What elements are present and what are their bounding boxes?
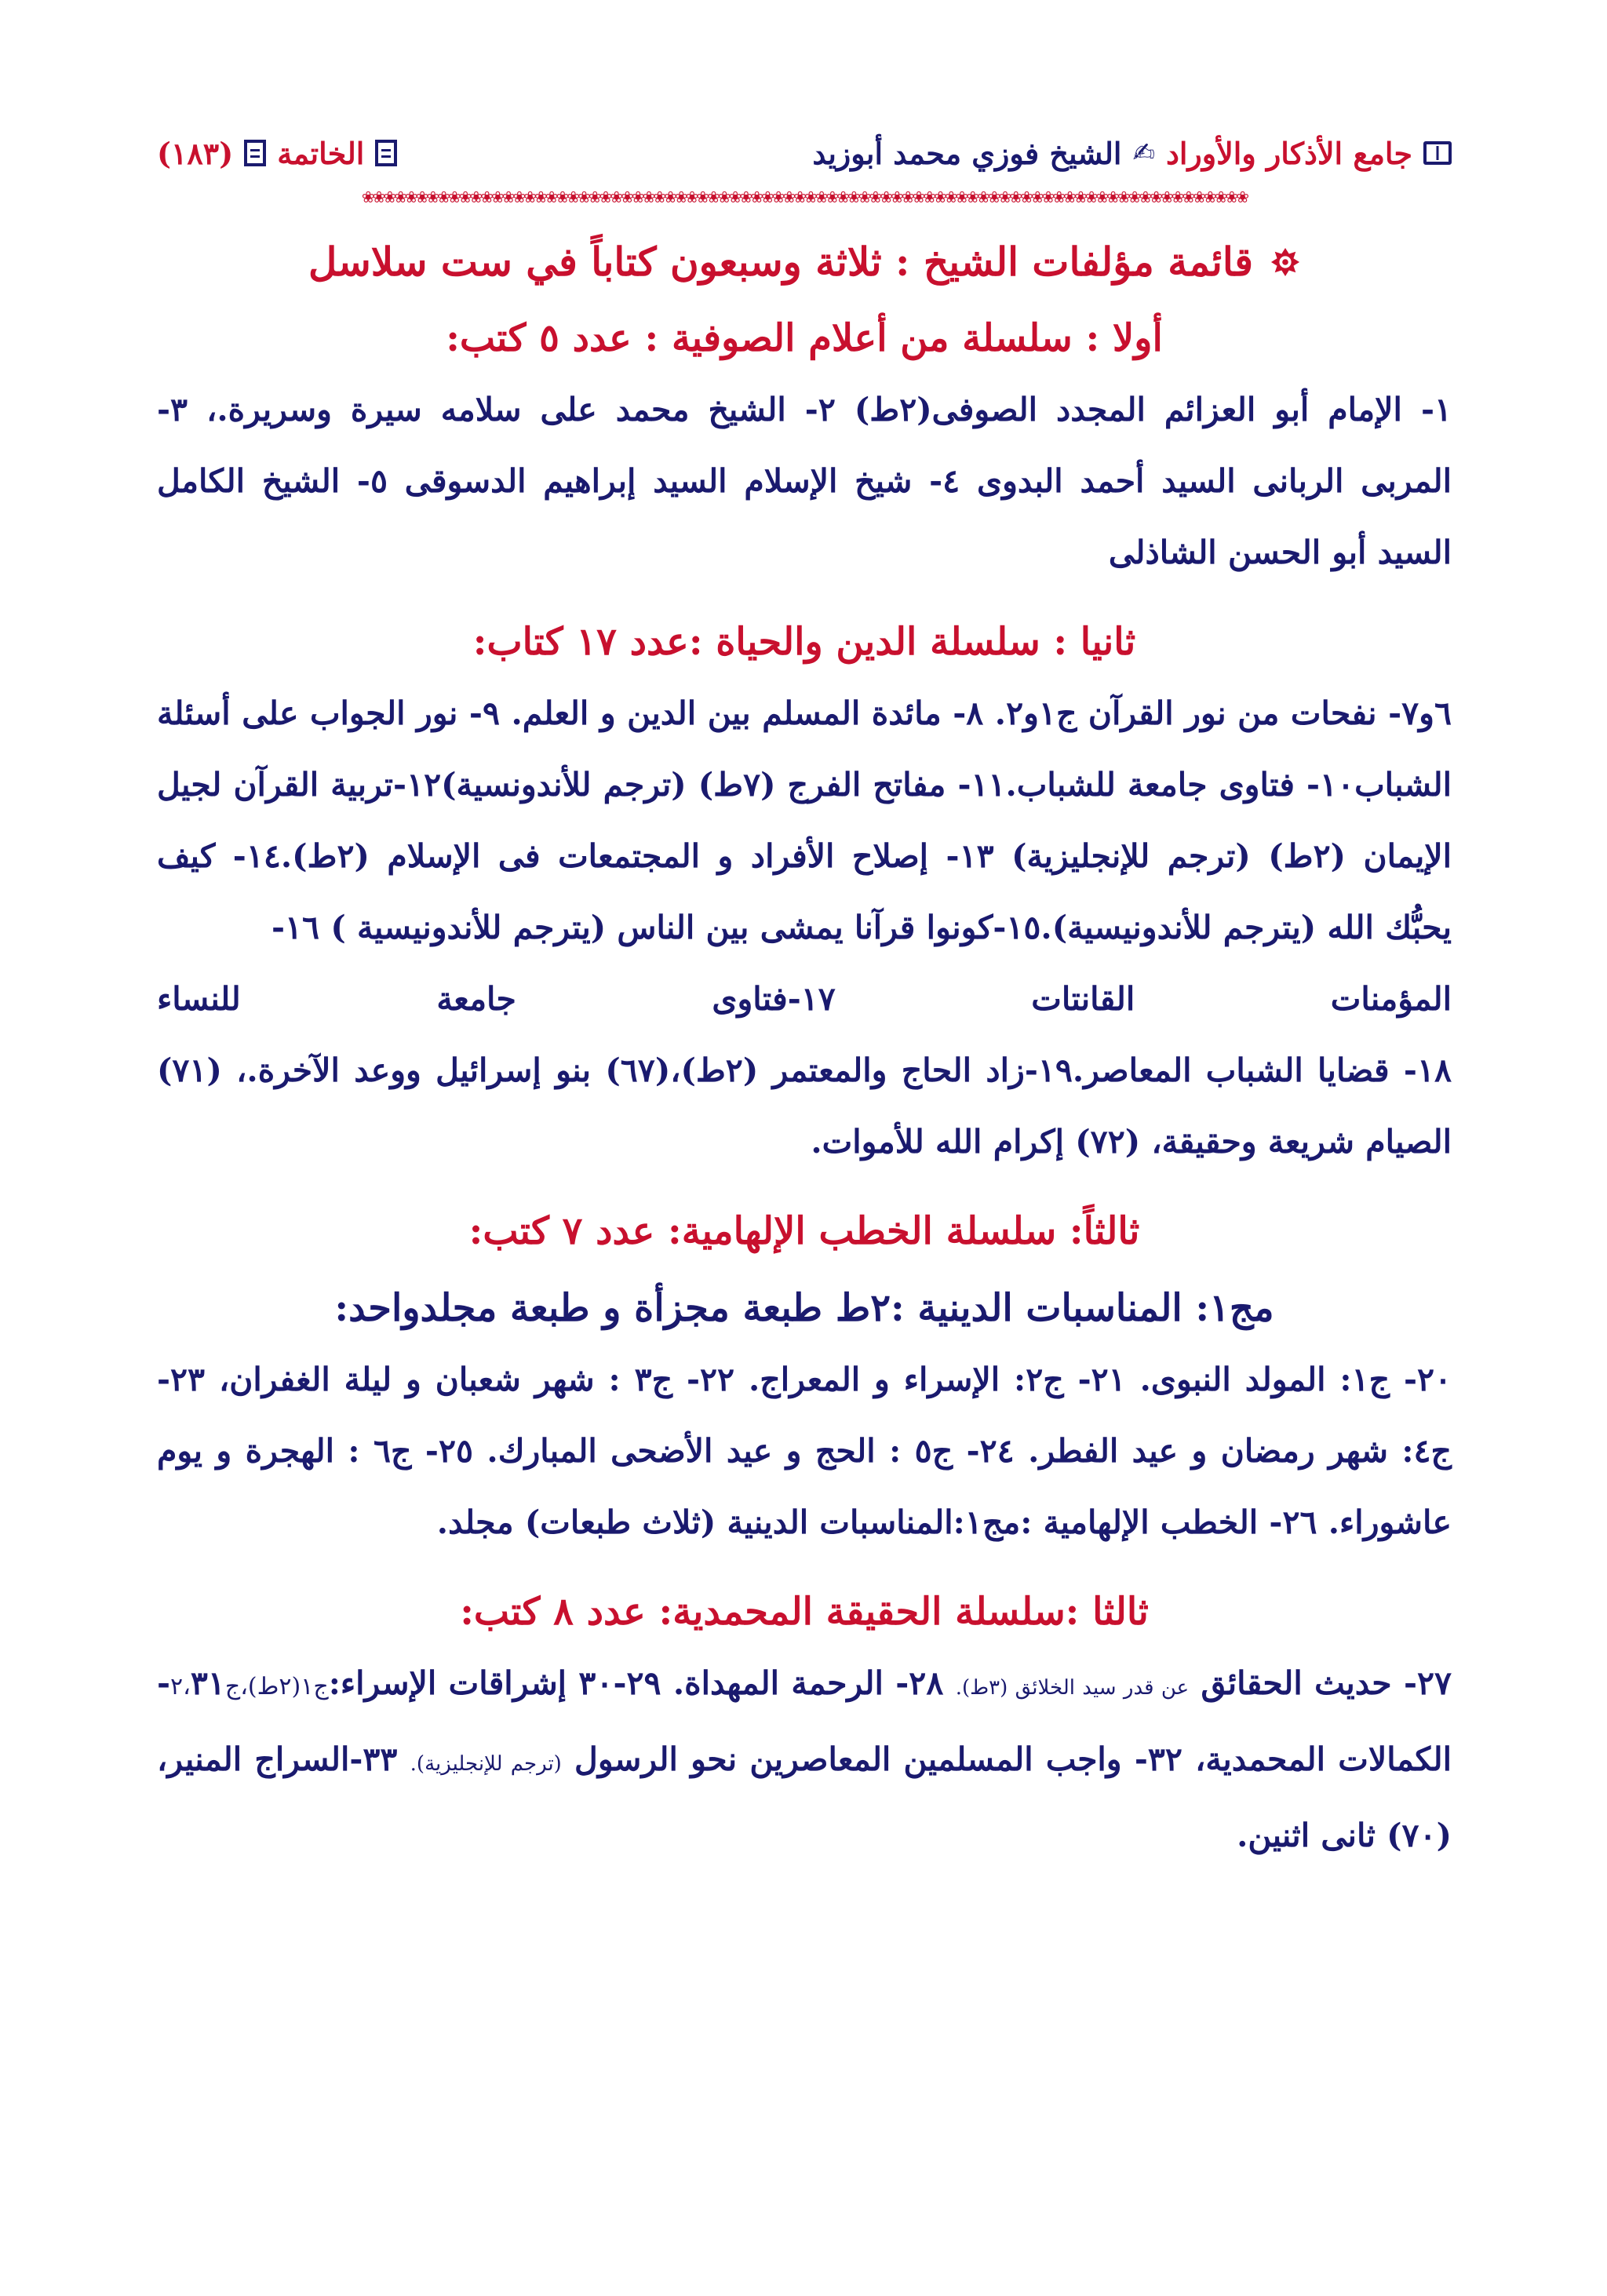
documents-icon [375, 140, 397, 166]
section-2-spread-line [157, 964, 1452, 1035]
header-right [812, 136, 1452, 171]
spread-word: القانتات [1031, 980, 1135, 1018]
chapter-name: الخاتمة [277, 135, 365, 171]
book-title: جامع الأذكار والأوراد [1165, 135, 1412, 171]
section-2-paragraph: ٦و٧- نفحات من نور القرآن ج١و٢. ٨- مائدة المسلم بين الدين و العلم. ٩- نور الجواب على أسئلة الشباب١٠- فتاوى جامعة للشباب.١١- مفاتح الفرج (٧ط) (ترجم للأندونسية)١٢-تربية القرآن لجيل الإيمان (٢ط) (ترجم للإنجليزية) ١٣- إصلاح الأفراد و المجتمعات فى الإسلام (٢ط).١٤- كيف يحبُّك الله (يترجم للأندونيسية).١٥-كونوا قرآنا يمشى بين الناس (يترجم للأندونيسية ) ١٦- [157, 694, 1452, 946]
spread-word: جامعة [436, 980, 516, 1018]
book-icon [1423, 141, 1452, 165]
page-title [157, 239, 1452, 285]
text-run-small: عن قدر سيد الخلائق (٣ط). [955, 1676, 1190, 1700]
section-3-paragraph: ٢٠- ج١: المولد النبوى. ٢١- ج٢: الإسراء و المعراج. ٢٢- ج٣ : شهر شعبان و ليلة الغفران، ٢٣-ج٤: شهر رمضان و عيد الفطر. ٢٤- ج٥ : الحج و عيد الأضحى المبارك. ٢٥- ج٦ : الهجرة و يوم عاشوراء. ٢٦- الخطب الإلهامية :مج١:المناسبات الدينية (ثلاث طبعات) مجلد. [157, 1361, 1452, 1541]
text-run: ٢٧- حديث الحقائق [1189, 1664, 1452, 1702]
ornamental-divider: ❀❀❀❀❀❀❀❀❀❀❀❀❀❀❀❀❀❀❀❀❀❀❀❀❀❀❀❀❀❀❀❀❀❀❀❀❀❀❀❀❀❀❀❀❀❀❀❀❀❀❀❀❀❀❀❀❀❀❀❀❀❀❀❀❀❀❀❀❀❀❀❀❀❀❀❀❀❀❀❀❀❀ [361, 188, 1248, 206]
author-name: الشيخ فوزي محمد أبوزيد [812, 135, 1122, 171]
section-heading-3: ثالثاً: سلسلة الخطب الإلهامية: عدد ٧ كتب: [468, 1209, 1140, 1253]
text-run-small: ج١(٢ط)،ج٢، [170, 1673, 329, 1700]
section-1-paragraph: ١- الإمام أبو العزائم المجدد الصوفى(٢ط) ٢- الشيخ محمد على سلامه سيرة وسريرة.، ٣- المربى الربانى السيد أحمد البدوى ٤- شيخ الإسلام السيد إبراهيم الدسوقى ٥- الشيخ الكامل السيد أبو الحسن الشاذلى [157, 391, 1452, 571]
document-icon [244, 140, 266, 166]
section-heading-2: ثانيا : سلسلة الدين والحياة :عدد ١٧ كتاب: [472, 620, 1136, 664]
page-title-text: قائمة مؤلفات الشيخ : ثلاثة وسبعون كتاباً في ست سلاسل [308, 239, 1254, 285]
section-2-paragraph-after: ١٨- قضايا الشباب المعاصر.١٩-زاد الحاج والمعتمر (٢ط)،(٦٧) بنو إسرائيل ووعد الآخرة.، (٧١) الصيام شريعة وحقيقة، (٧٢) إكرام الله للأموات. [157, 1051, 1452, 1161]
header-left [157, 136, 397, 171]
section-heading-4: ثالثا :سلسلة الحقيقة المحمدية: عدد ٨ كتب: [460, 1590, 1149, 1634]
text-run-small: (ترجم للإنجليزية). [410, 1752, 562, 1776]
text-run: ٢٨- الرحمة المهداة. ٢٩-٣٠ إشراقات الإسراء: [328, 1664, 956, 1702]
page-number: (١٨٣) [157, 135, 234, 171]
text-run: ٣١- الكمالات المحمدية، ٣٢- واجب المسلمين المعاصرين نحو الرسول [157, 1664, 1452, 1778]
page-header [157, 126, 1452, 180]
spread-word: ١٧-فتاوى [712, 980, 836, 1018]
spread-word: المؤمنات [1330, 980, 1452, 1018]
star-ornament-icon [1270, 247, 1300, 277]
section-3-subheading: مج١: المناسبات الدينية :٢ط طبعة مجزأة و طبعة مجلدواحد: [334, 1286, 1274, 1330]
page [157, 126, 1452, 2244]
section-heading-1: أولا : سلسلة من أعلام الصوفية : عدد ٥ كتب: [446, 316, 1163, 360]
text-run: ٣٣-السراج المنير، (٧٠) ثانى اثنين. [157, 1740, 1452, 1854]
spread-word: للنساء [157, 980, 241, 1018]
quill-icon: ✍ [1132, 137, 1155, 169]
section-4-paragraph [157, 1648, 1452, 1871]
